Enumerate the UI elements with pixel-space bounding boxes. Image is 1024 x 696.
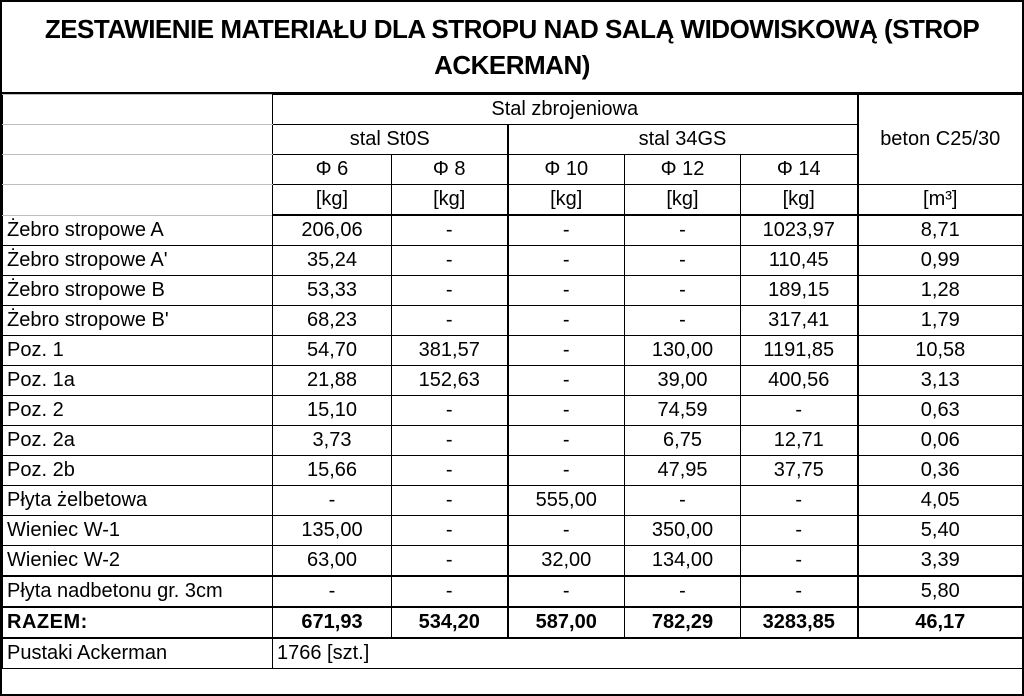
row-value: -: [508, 516, 625, 546]
row-label: Żebro stropowe B: [3, 276, 273, 306]
total-value: 46,17: [858, 607, 1023, 638]
row-value: 8,71: [858, 215, 1023, 246]
row-value: -: [392, 215, 508, 246]
row-value: 32,00: [508, 546, 625, 577]
row-value: 54,70: [273, 336, 392, 366]
row-value: -: [508, 576, 625, 607]
row-label: Żebro stropowe B': [3, 306, 273, 336]
table-row: [3, 426, 1023, 456]
row-value: -: [741, 396, 858, 426]
row-value: -: [508, 215, 625, 246]
total-value: 3283,85: [741, 607, 858, 638]
row-value: -: [625, 246, 741, 276]
row-value: 68,23: [273, 306, 392, 336]
row-value: -: [392, 426, 508, 456]
total-value: 587,00: [508, 607, 625, 638]
table-row: [3, 246, 1023, 276]
row-label: Poz. 2: [3, 396, 273, 426]
row-value: 0,36: [858, 456, 1023, 486]
row-value: -: [625, 276, 741, 306]
table-row: [3, 396, 1023, 426]
row-value: 47,95: [625, 456, 741, 486]
header-beton: beton C25/30: [858, 95, 1023, 185]
row-value: 5,40: [858, 516, 1023, 546]
row-value: 0,06: [858, 426, 1023, 456]
row-value: 130,00: [625, 336, 741, 366]
table-row: [3, 215, 1023, 246]
row-label: Poz. 1a: [3, 366, 273, 396]
row-label: Wieniec W-1: [3, 516, 273, 546]
table-row: [3, 306, 1023, 336]
row-value: 134,00: [625, 546, 741, 577]
row-label: Poz. 2b: [3, 456, 273, 486]
row-value: 37,75: [741, 456, 858, 486]
row-value: -: [392, 576, 508, 607]
row-value: -: [392, 486, 508, 516]
row-value: 1191,85: [741, 336, 858, 366]
row-value: 350,00: [625, 516, 741, 546]
header-stal-group: Stal zbrojeniowa: [273, 95, 858, 125]
row-value: 0,63: [858, 396, 1023, 426]
row-label: Żebro stropowe A': [3, 246, 273, 276]
row-value: 74,59: [625, 396, 741, 426]
row-value: -: [508, 366, 625, 396]
pustaki-label: Pustaki Ackerman: [3, 638, 273, 669]
row-value: 15,10: [273, 396, 392, 426]
table-row: [3, 486, 1023, 516]
row-value: 3,13: [858, 366, 1023, 396]
header-diameter-14: Φ 14: [741, 155, 858, 185]
table-row: [3, 546, 1023, 577]
row-value: -: [508, 276, 625, 306]
unit-kg: [kg]: [273, 185, 392, 216]
row-value: 1023,97: [741, 215, 858, 246]
row-value: 15,66: [273, 456, 392, 486]
header-diameter-12: Φ 12: [625, 155, 741, 185]
row-value: 110,45: [741, 246, 858, 276]
row-value: -: [508, 396, 625, 426]
header-34gs: stal 34GS: [508, 125, 858, 155]
row-value: 5,80: [858, 576, 1023, 607]
row-value: -: [508, 336, 625, 366]
header-blank-cell: [3, 125, 273, 155]
row-value: -: [392, 516, 508, 546]
row-value: -: [508, 426, 625, 456]
material-table: [2, 94, 1023, 669]
table-row: [3, 576, 1023, 607]
row-value: -: [508, 246, 625, 276]
unit-kg: [kg]: [741, 185, 858, 216]
row-value: 189,15: [741, 276, 858, 306]
row-value: -: [625, 576, 741, 607]
row-value: 317,41: [741, 306, 858, 336]
row-value: -: [273, 486, 392, 516]
total-label: RAZEM:: [3, 607, 273, 638]
row-value: -: [625, 486, 741, 516]
row-value: 4,05: [858, 486, 1023, 516]
header-diameter-8: Φ 8: [392, 155, 508, 185]
row-label: Wieniec W-2: [3, 546, 273, 577]
row-value: 6,75: [625, 426, 741, 456]
row-value: 35,24: [273, 246, 392, 276]
row-value: 1,79: [858, 306, 1023, 336]
total-row: [3, 607, 1023, 638]
row-value: 400,56: [741, 366, 858, 396]
total-value: 671,93: [273, 607, 392, 638]
row-value: 206,06: [273, 215, 392, 246]
row-value: 3,39: [858, 546, 1023, 577]
row-value: 3,73: [273, 426, 392, 456]
row-value: 381,57: [392, 336, 508, 366]
row-value: -: [741, 576, 858, 607]
table-row: [3, 456, 1023, 486]
row-value: -: [625, 215, 741, 246]
header-diameter-10: Φ 10: [508, 155, 625, 185]
row-label: Poz. 1: [3, 336, 273, 366]
row-value: 63,00: [273, 546, 392, 577]
row-value: 12,71: [741, 426, 858, 456]
row-value: -: [392, 246, 508, 276]
row-value: -: [392, 456, 508, 486]
header-blank-cell: [3, 155, 273, 185]
row-value: -: [392, 306, 508, 336]
row-value: 21,88: [273, 366, 392, 396]
row-value: -: [273, 576, 392, 607]
row-value: 555,00: [508, 486, 625, 516]
unit-kg: [kg]: [392, 185, 508, 216]
unit-kg: [kg]: [625, 185, 741, 216]
row-value: 10,58: [858, 336, 1023, 366]
row-value: -: [741, 486, 858, 516]
row-value: 1,28: [858, 276, 1023, 306]
row-label: Żebro stropowe A: [3, 215, 273, 246]
row-value: -: [741, 546, 858, 577]
table-row: [3, 516, 1023, 546]
row-value: -: [392, 546, 508, 577]
row-value: -: [392, 276, 508, 306]
row-value: 135,00: [273, 516, 392, 546]
row-value: 0,99: [858, 246, 1023, 276]
row-value: 53,33: [273, 276, 392, 306]
pustaki-row: [3, 638, 1023, 669]
header-st0s: stal St0S: [273, 125, 508, 155]
row-value: 152,63: [392, 366, 508, 396]
header-blank-cell: [3, 95, 273, 125]
page-title: ZESTAWIENIE MATERIAŁU DLA STROPU NAD SALĄ WIDOWISKOWĄ (STROP ACKERMAN): [2, 2, 1022, 94]
header-blank-cell: [3, 185, 273, 216]
header-diameter-6: Φ 6: [273, 155, 392, 185]
row-value: -: [741, 516, 858, 546]
row-label: Płyta nadbetonu gr. 3cm: [3, 576, 273, 607]
row-value: -: [625, 306, 741, 336]
unit-m3: [m³]: [858, 185, 1023, 216]
table-row: [3, 276, 1023, 306]
row-label: Poz. 2a: [3, 426, 273, 456]
pustaki-value: 1766 [szt.]: [273, 638, 1023, 669]
row-label: Płyta żelbetowa: [3, 486, 273, 516]
row-value: -: [508, 306, 625, 336]
unit-kg: [kg]: [508, 185, 625, 216]
table-row: [3, 336, 1023, 366]
total-value: 782,29: [625, 607, 741, 638]
row-value: 39,00: [625, 366, 741, 396]
row-value: -: [392, 396, 508, 426]
table-row: [3, 366, 1023, 396]
total-value: 534,20: [392, 607, 508, 638]
row-value: -: [508, 456, 625, 486]
